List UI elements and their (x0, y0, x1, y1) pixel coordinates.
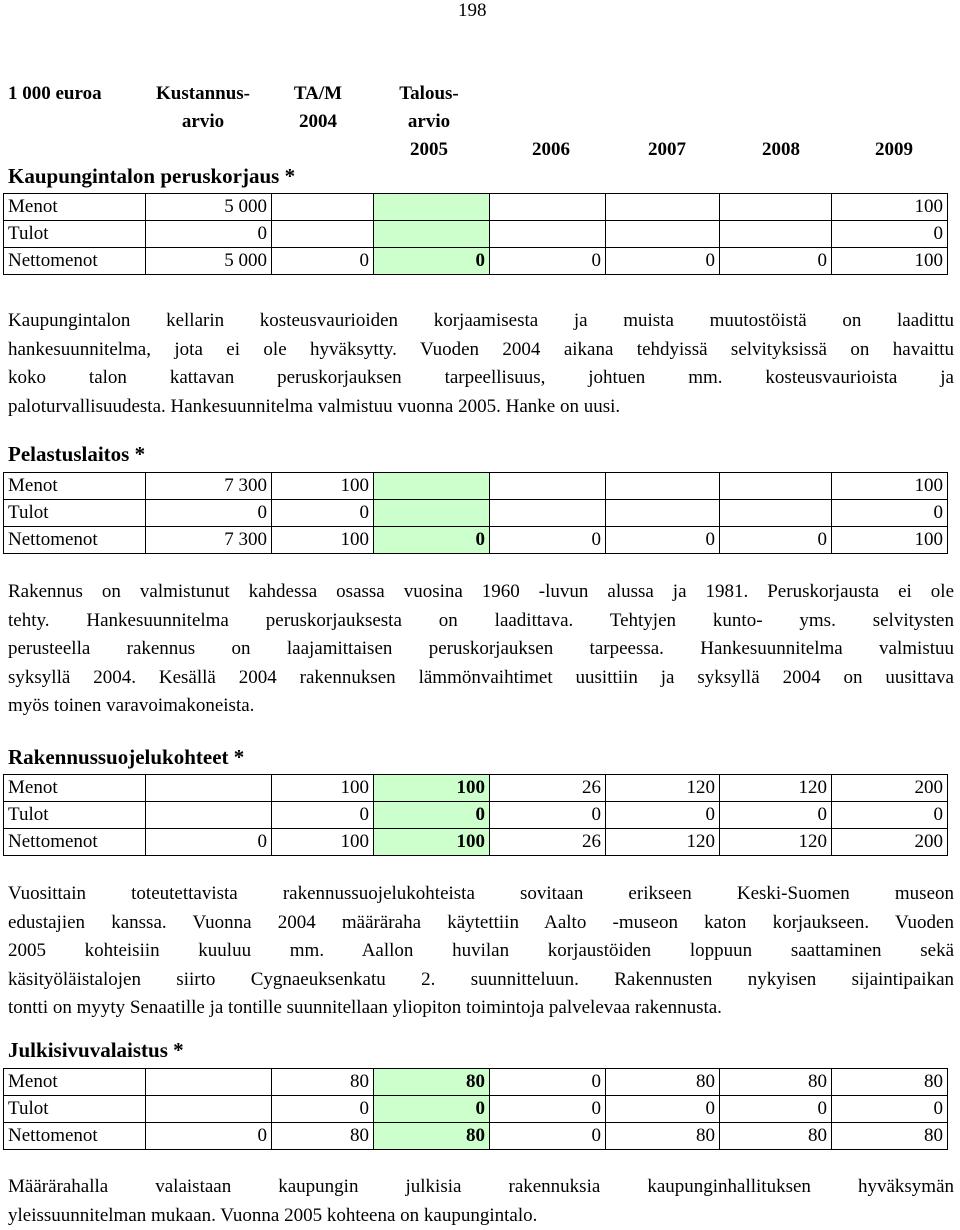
cell-y2009: 200 (832, 775, 948, 802)
cell-y2006: 0 (490, 1096, 606, 1123)
cell-cost (146, 1069, 272, 1096)
cell-y2006 (490, 221, 606, 248)
row-label: Tulot (4, 500, 146, 527)
table-row (4, 802, 948, 829)
cell-cost: 0 (146, 1123, 272, 1150)
section-title-rakennussuojelu: Rakennussuojelukohteet * (8, 745, 245, 769)
cell-y2008: 80 (720, 1069, 832, 1096)
cell-y2009: 0 (832, 1096, 948, 1123)
cell-y2007: 0 (606, 1096, 720, 1123)
cell-y2006: 26 (490, 829, 606, 856)
page-number: 198 (458, 0, 487, 21)
section-text-pelastuslaitos: Rakennus on valmistunut kahdessa osassa vuosina 1960 -luvun alussa ja 1981. Peruskorjausta ei ole tehty. Hankesuunnitelma peruskorjauksesta on laadittava. Tehtyjen kunto- yms. selvitysten perusteella rakennus on laajamittaisen peruskorjauksen tarpeessa. Hankesuunnitelma valmistuu syksyllä 2004. Kesällä 2004 rakennuksen lämmönvaihtimet uusittiin ja syksyllä 2004 on uusittava myös toinen varavoimakoneista. (8, 581, 954, 716)
cell-tam: 0 (272, 1096, 374, 1123)
table-row (4, 1123, 948, 1150)
section-title-pelastuslaitos: Pelastuslaitos * (8, 442, 146, 466)
section-text-kaupungintalo: Kaupungintalon kellarin kosteusvaurioiden korjaamisesta ja muista muutostöistä on laadittu hankesuunnitelma, jota ei ole hyväksytty. Vuoden 2004 aikana tehdyissä selvityksissä on havaittu koko talon kattavan peruskorjauksen tarpeellisuus, johtuen mm. kosteusvaurioista ja paloturvallisuudesta. Hankesuunnitelma valmistuu vuonna 2005. Hanke on uusi. (8, 310, 954, 417)
cell-tam: 100 (272, 829, 374, 856)
cell-y2006: 0 (490, 248, 606, 275)
cell-y2009: 100 (832, 194, 948, 221)
cell-y2009: 0 (832, 802, 948, 829)
cell-y2008 (720, 500, 832, 527)
cell-budget: 100 (374, 829, 490, 856)
cell-y2009: 100 (832, 248, 948, 275)
cell-tam: 80 (272, 1123, 374, 1150)
cell-y2007: 120 (606, 829, 720, 856)
row-label: Nettomenot (4, 1123, 146, 1150)
section-text-rakennussuojelu: Vuosittain toteutettavista rakennussuojelukohteista sovitaan erikseen Keski-Suomen museon edustajien kanssa. Vuonna 2004 määräraha käytettiin Aalto -museon katon korjaukseen. Vuoden 2005 kohteisiin kuuluu mm. Aallon huvilan korjaustöiden loppuun saattaminen sekä käsityöläistalojen siirto Cygnaeuksenkatu 2. suunnitteluun. Rakennusten nykyisen sijaintipaikan tontti on myyty Senaatille ja tontille suunnitellaan yliopiton toimintoja palvelevaa rakennusta. (8, 883, 954, 1018)
header-year-2007: 2007 (648, 139, 686, 160)
cell-tam: 0 (272, 248, 374, 275)
cell-y2008: 0 (720, 1096, 832, 1123)
table-row (4, 1069, 948, 1096)
cell-budget (374, 500, 490, 527)
cell-y2007: 120 (606, 775, 720, 802)
header-budget-2005: Talous- arvio 2005 (399, 83, 459, 160)
cell-y2009: 80 (832, 1123, 948, 1150)
cell-budget (374, 473, 490, 500)
cell-y2008: 0 (720, 527, 832, 554)
cell-budget: 0 (374, 802, 490, 829)
cell-y2009: 0 (832, 500, 948, 527)
cell-budget (374, 221, 490, 248)
cell-cost: 5 000 (146, 248, 272, 275)
cell-y2009: 100 (832, 527, 948, 554)
cell-cost (146, 1096, 272, 1123)
cell-budget (374, 194, 490, 221)
cell-budget: 80 (374, 1123, 490, 1150)
cell-y2008 (720, 221, 832, 248)
table-row (4, 221, 948, 248)
row-label: Menot (4, 1069, 146, 1096)
cell-cost: 5 000 (146, 194, 272, 221)
cell-cost: 0 (146, 500, 272, 527)
cell-budget: 80 (374, 1069, 490, 1096)
section-title-julkisivuvalaistus: Julkisivuvalaistus * (8, 1038, 184, 1062)
cell-cost: 0 (146, 221, 272, 248)
row-label: Menot (4, 473, 146, 500)
row-label: Nettomenot (4, 829, 146, 856)
cell-y2007 (606, 194, 720, 221)
unit-label: 1 000 euroa (8, 83, 102, 104)
cell-y2008: 120 (720, 829, 832, 856)
header-tam-2004: TA/M 2004 (293, 83, 343, 132)
cell-y2006: 26 (490, 775, 606, 802)
cell-cost (146, 775, 272, 802)
cell-y2006: 0 (490, 802, 606, 829)
cell-y2007: 0 (606, 802, 720, 829)
cell-budget: 0 (374, 248, 490, 275)
cell-y2006: 0 (490, 1123, 606, 1150)
cell-y2006: 0 (490, 1069, 606, 1096)
cell-y2007: 80 (606, 1069, 720, 1096)
table-row (4, 527, 948, 554)
table-row (4, 775, 948, 802)
cell-cost: 7 300 (146, 473, 272, 500)
cell-y2008 (720, 473, 832, 500)
cell-budget: 100 (374, 775, 490, 802)
cell-tam: 0 (272, 802, 374, 829)
cell-y2008 (720, 194, 832, 221)
row-label: Nettomenot (4, 527, 146, 554)
cell-y2006: 0 (490, 527, 606, 554)
cell-tam: 100 (272, 775, 374, 802)
cell-y2006 (490, 194, 606, 221)
cell-tam: 80 (272, 1069, 374, 1096)
header-year-2008: 2008 (762, 139, 800, 160)
table-row (4, 829, 948, 856)
row-label: Menot (4, 194, 146, 221)
cell-y2006 (490, 500, 606, 527)
header-cost-estimate: Kustannus- arvio (156, 83, 250, 132)
cell-cost: 0 (146, 829, 272, 856)
cell-y2009: 100 (832, 473, 948, 500)
cell-y2008: 80 (720, 1123, 832, 1150)
header-year-2006: 2006 (532, 139, 570, 160)
section-title-kaupungintalo: Kaupungintalon peruskorjaus * (8, 164, 296, 188)
cell-tam (272, 194, 374, 221)
cell-y2009: 0 (832, 221, 948, 248)
section-text-julkisivuvalaistus: Määrärahalla valaistaan kaupungin julkisia rakennuksia kaupunginhallituksen hyväksymän yleissuunnitelman mukaan. Vuonna 2005 kohteena on kaupungintalo. (8, 1176, 954, 1226)
cell-y2007: 0 (606, 248, 720, 275)
cell-cost: 7 300 (146, 527, 272, 554)
cell-cost (146, 802, 272, 829)
cell-budget: 0 (374, 527, 490, 554)
table-row (4, 248, 948, 275)
cell-budget: 0 (374, 1096, 490, 1123)
cell-y2007: 0 (606, 527, 720, 554)
header-year-2009: 2009 (875, 139, 913, 160)
cell-tam: 0 (272, 500, 374, 527)
cell-y2007: 80 (606, 1123, 720, 1150)
table-row (4, 194, 948, 221)
row-label: Tulot (4, 1096, 146, 1123)
row-label: Tulot (4, 802, 146, 829)
budget-table-kaupungintalo (3, 193, 948, 275)
budget-table-rakennussuojelu (3, 774, 948, 856)
cell-y2007 (606, 221, 720, 248)
table-row (4, 473, 948, 500)
budget-table-pelastuslaitos (3, 472, 948, 554)
cell-tam: 100 (272, 527, 374, 554)
budget-table-julkisivuvalaistus (3, 1068, 948, 1150)
cell-y2009: 200 (832, 829, 948, 856)
row-label: Menot (4, 775, 146, 802)
row-label: Tulot (4, 221, 146, 248)
cell-y2008: 0 (720, 802, 832, 829)
cell-tam (272, 221, 374, 248)
cell-y2009: 80 (832, 1069, 948, 1096)
table-row (4, 500, 948, 527)
table-row (4, 1096, 948, 1123)
row-label: Nettomenot (4, 248, 146, 275)
cell-y2008: 0 (720, 248, 832, 275)
cell-y2007 (606, 473, 720, 500)
cell-tam: 100 (272, 473, 374, 500)
cell-y2008: 120 (720, 775, 832, 802)
cell-y2006 (490, 473, 606, 500)
cell-y2007 (606, 500, 720, 527)
